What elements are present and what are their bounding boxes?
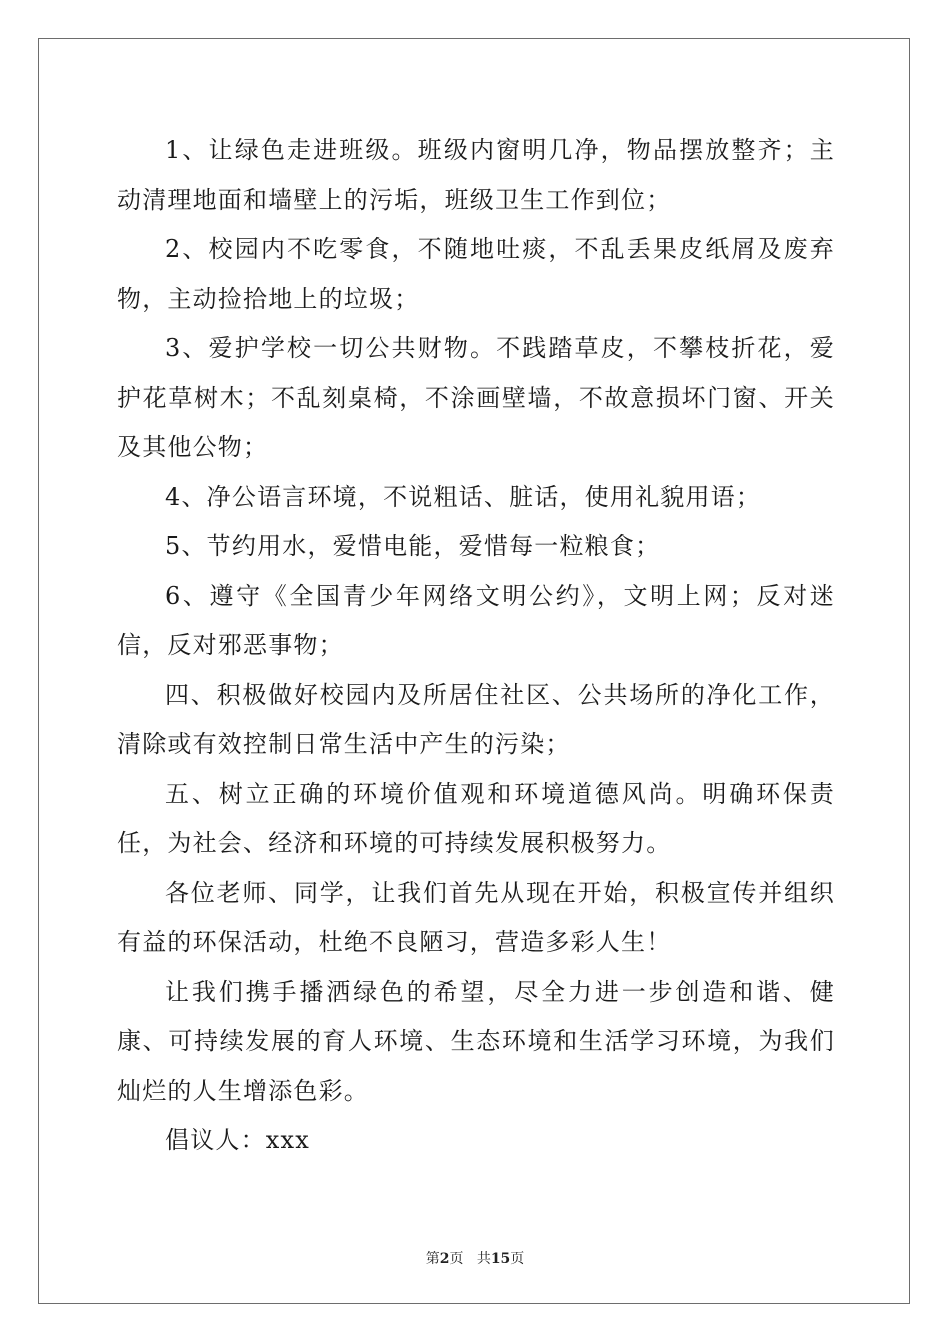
total-prefix: 共 [476,1251,491,1267]
paragraph-signature: 倡议人：xxx [165,1126,311,1154]
total-pages: 15 [490,1251,511,1267]
total-suffix: 页 [510,1251,525,1267]
paragraph-item-1: 1、让绿色走进班级。班级内窗明几净，物品摆放整齐；主动清理地面和墙壁上的污垢，班级卫生工作到位； [117,136,835,214]
paragraph-section-five: 五、树立正确的环境价值观和环境道德风尚。明确环保责任，为社会、经济和环境的可持续发展积极努力。 [117,779,835,857]
paragraph-section-four: 四、积极做好校园内及所居住社区、公共场所的净化工作，清除或有效控制日常生活中产生的污染； [117,680,835,758]
paragraph-item-2: 2、校园内不吃零食，不随地吐痰，不乱丢果皮纸屑及废弃物，主动捡拾地上的垃圾； [117,235,835,313]
document-body [117,126,835,1166]
paragraph-closing: 让我们携手播洒绿色的希望，尽全力进一步创造和谐、健康、可持续发展的育人环境、生态环境和生活学习环境，为我们灿烂的人生增添色彩。 [117,977,835,1105]
page-suffix: 页 [449,1251,464,1267]
paragraph-item-3: 3、爱护学校一切公共财物。不践踏草皮，不攀枝折花，爱护花草树木；不乱刻桌椅，不涂画壁墙，不故意损坏门窗、开关及其他公物； [117,334,835,461]
page-number: 2 [439,1251,450,1267]
paragraph-item-5: 5、节约用水，爱惜电能，爱惜每一粒粮食； [165,532,661,560]
paragraph-item-4: 4、净公语言环境，不说粗话、脏话，使用礼貌用语； [165,482,762,511]
paragraph-item-6: 6、遵守《全国青少年网络文明公约》，文明上网；反对迷信，反对邪恶事物； [117,581,835,659]
page-footer [0,1248,950,1268]
paragraph-call-to-action: 各位老师、同学，让我们首先从现在开始，积极宣传并组织有益的环保活动，杜绝不良陋习，营造多彩人生！ [117,878,835,956]
page-prefix: 第 [425,1251,440,1267]
